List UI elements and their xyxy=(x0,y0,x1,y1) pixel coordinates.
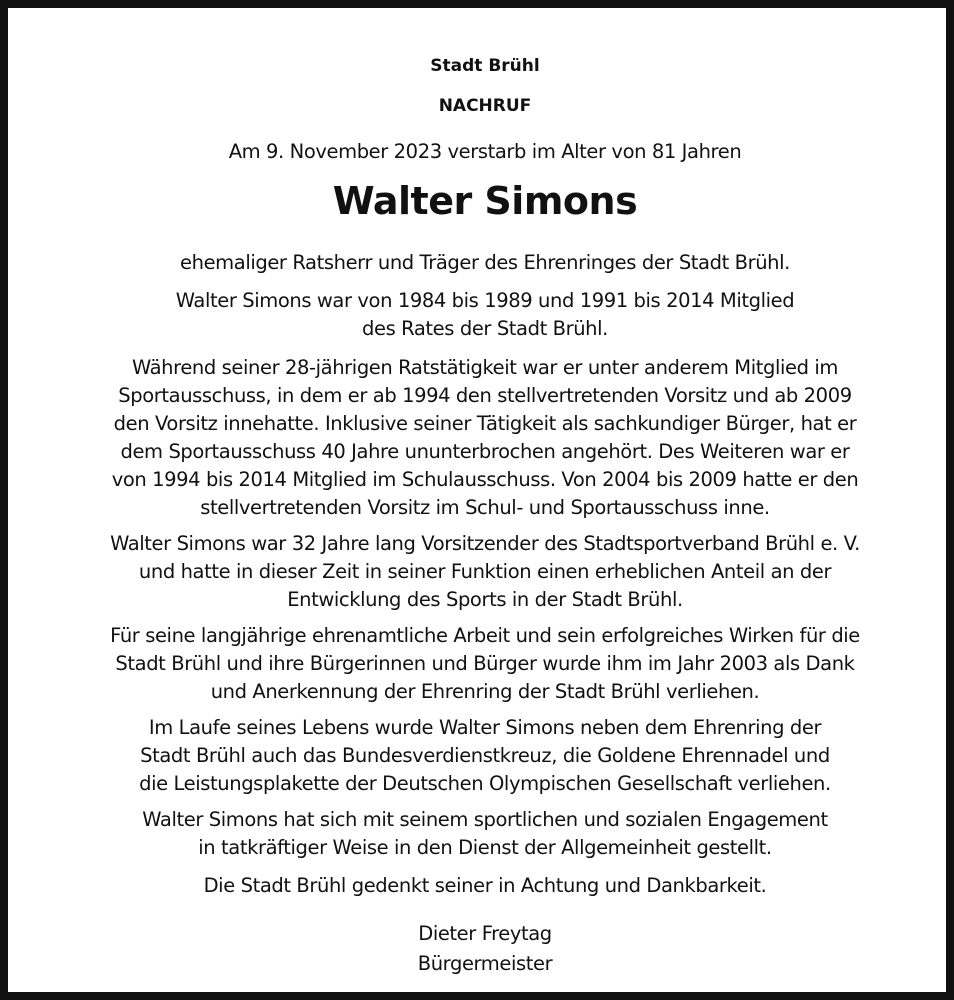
paragraph-4-line-1: Für seine langjährige ehrenamtliche Arbeit und sein erfolgreiches Wirken für die xyxy=(110,624,860,647)
paragraph-1-line-1: Walter Simons war von 1984 bis 1989 und 1991 bis 2014 Mitglied xyxy=(175,289,795,312)
intro-line: Am 9. November 2023 verstarb im Alter von 81 Jahren xyxy=(228,140,742,163)
notice-type-heading: NACHRUF xyxy=(438,96,532,116)
paragraph-4-line-3: und Anerkennung der Ehrenring der Stadt Brühl verliehen. xyxy=(210,680,760,703)
paragraph-3-line-2: und hatte in dieser Zeit in seiner Funktion einen erheblichen Anteil an der xyxy=(138,560,832,583)
paragraph-6-line-2: in tatkräftiger Weise in den Dienst der Allgemeinheit gestellt. xyxy=(198,836,772,859)
paragraph-2-line-3: den Vorsitz innehatte. Inklusive seiner Tätigkeit als sachkundiger Bürger, hat er xyxy=(113,412,857,435)
paragraph-2-line-1: Während seiner 28-jährigen Ratstätigkeit war er unter anderem Mitglied im xyxy=(132,356,838,379)
title-line: ehemaliger Ratsherr und Träger des Ehrenringes der Stadt Brühl. xyxy=(180,251,790,274)
paragraph-1-line-2: des Rates der Stadt Brühl. xyxy=(362,317,608,340)
paragraph-3-line-1: Walter Simons war 32 Jahre lang Vorsitzender des Stadtsportverband Brühl e. V. xyxy=(110,532,860,555)
paragraph-5-line-3: die Leistungsplakette der Deutschen Olympischen Gesellschaft verliehen. xyxy=(139,772,831,795)
paragraph-3-line-3: Entwicklung des Sports in der Stadt Brühl. xyxy=(287,588,683,611)
paragraph-4-line-2: Stadt Brühl und ihre Bürgerinnen und Bürger wurde ihm im Jahr 2003 als Dank xyxy=(115,652,855,675)
paragraph-2-line-4: dem Sportausschuss 40 Jahre ununterbrochen angehört. Des Weiteren war er xyxy=(120,440,850,463)
paragraph-2-line-2: Sportausschuss, in dem er ab 1994 den stellvertretenden Vorsitz und ab 2009 xyxy=(118,384,852,407)
paragraph-6-line-1: Walter Simons hat sich mit seinem sportlichen und sozialen Engagement xyxy=(142,808,828,831)
deceased-name: Walter Simons xyxy=(332,179,638,223)
signature-title: Bürgermeister xyxy=(417,952,553,975)
city-header: Stadt Brühl xyxy=(430,56,540,76)
signature-name: Dieter Freytag xyxy=(418,922,552,945)
paragraph-2-line-5: von 1994 bis 2014 Mitglied im Schulausschuss. Von 2004 bis 2009 hatte er den xyxy=(111,468,859,491)
paragraph-7-line-1: Die Stadt Brühl gedenkt seiner in Achtung und Dankbarkeit. xyxy=(203,874,767,897)
paragraph-5-line-2: Stadt Brühl auch das Bundesverdienstkreuz, die Goldene Ehrennadel und xyxy=(140,744,830,767)
paragraph-2-line-6: stellvertretenden Vorsitz im Schul- und Sportausschuss inne. xyxy=(200,496,770,519)
paragraph-5-line-1: Im Laufe seines Lebens wurde Walter Simons neben dem Ehrenring der xyxy=(148,716,822,739)
